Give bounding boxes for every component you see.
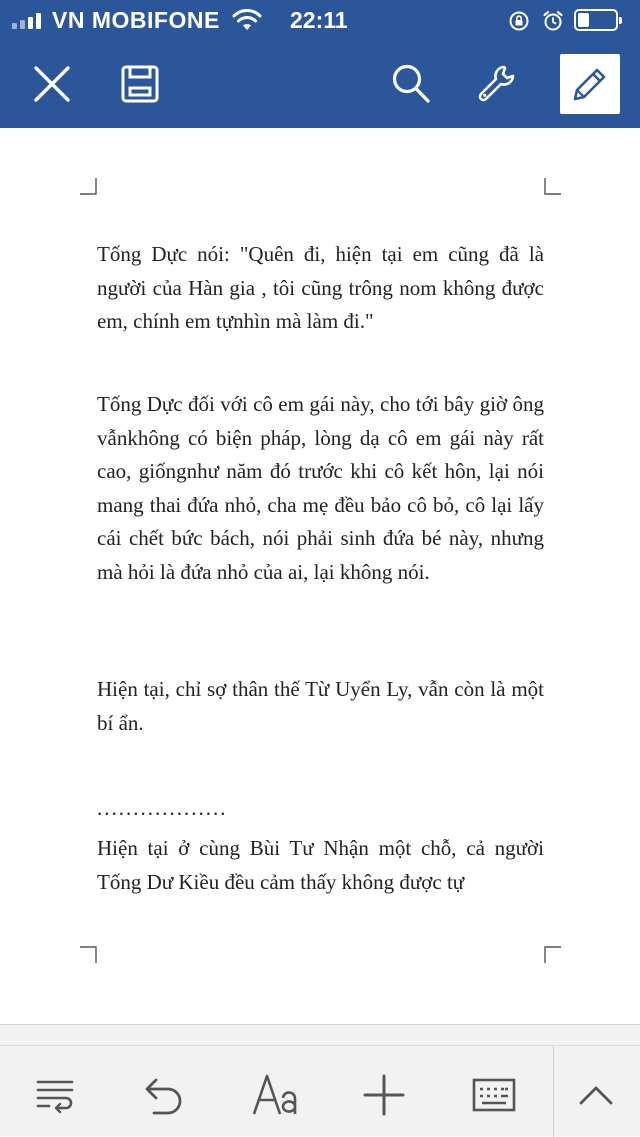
status-time: 22:11 bbox=[290, 7, 348, 33]
text-wrap-button[interactable] bbox=[25, 1065, 85, 1125]
page-corner-top-right bbox=[544, 178, 561, 195]
font-format-button[interactable] bbox=[245, 1065, 305, 1125]
font-format-icon bbox=[250, 1070, 300, 1120]
rotation-lock-icon bbox=[508, 10, 530, 32]
keyboard-button[interactable] bbox=[464, 1065, 524, 1125]
search-button[interactable] bbox=[381, 54, 441, 114]
document-body-5[interactable] bbox=[97, 832, 544, 899]
save-button[interactable] bbox=[110, 54, 170, 114]
wifi-icon bbox=[232, 9, 262, 31]
tools-button[interactable] bbox=[468, 54, 528, 114]
carrier-name: VN MOBIFONE bbox=[52, 7, 220, 33]
separator-dots: .................. bbox=[97, 796, 228, 820]
document-body-3[interactable] bbox=[97, 673, 544, 740]
insert-button[interactable] bbox=[354, 1065, 414, 1125]
app-header bbox=[0, 0, 640, 128]
bottom-toolbar bbox=[0, 1024, 640, 1136]
text-wrap-icon bbox=[35, 1075, 75, 1115]
page-corner-bottom-right bbox=[544, 946, 561, 963]
document-body[interactable] bbox=[97, 238, 544, 339]
document-body-2[interactable] bbox=[97, 388, 544, 590]
undo-button[interactable] bbox=[134, 1065, 194, 1125]
document-body-4[interactable] bbox=[97, 796, 544, 821]
alarm-icon bbox=[542, 10, 564, 32]
close-icon bbox=[32, 64, 72, 104]
signal-strength-icon bbox=[12, 13, 48, 29]
expand-toolbar-button[interactable] bbox=[566, 1065, 626, 1125]
chevron-up-icon bbox=[578, 1083, 614, 1107]
edit-pencil-icon bbox=[568, 62, 612, 106]
insert-plus-icon bbox=[362, 1073, 406, 1117]
status-bar bbox=[0, 0, 640, 40]
close-button[interactable] bbox=[22, 54, 82, 114]
page-corner-bottom-left bbox=[80, 946, 97, 963]
save-icon bbox=[120, 64, 160, 104]
page-corner-top-left bbox=[80, 178, 97, 195]
wrench-icon bbox=[476, 62, 520, 106]
paragraph-4: Hiện tại ở cùng Bùi Tư Nhận một chỗ, cả người Tống Dư Kiều đều cảm thấy không được tự bbox=[97, 836, 544, 894]
toolbar-divider bbox=[553, 1045, 554, 1137]
battery-icon bbox=[574, 9, 618, 31]
paragraph-1: Tống Dực nói: "Quên đi, hiện tại em cũng đã là người của Hàn gia , tôi cũng trông nom không được em, chính em tựnhìn mà làm đi." bbox=[97, 242, 544, 334]
search-icon bbox=[389, 62, 433, 106]
toolbar-top-divider bbox=[0, 1045, 640, 1046]
paragraph-2: Tống Dực đối với cô em gái này, cho tới bây giờ ông vẫnkhông có biện pháp, lòng dạ cô em gái này rất cao, giốngnhư năm đó trước khi cô kết hôn, lại nói mang thai đứa nhỏ, cha mẹ đều bảo cô bỏ, cô lại lấy cái chết bức bách, nói phải sinh đứa bé này, nhưng mà hỏi là đứa nhỏ của ai, lại không nói. bbox=[97, 392, 544, 584]
paragraph-3: Hiện tại, chỉ sợ thân thế Từ Uyển Ly, vẫn còn là một bí ẩn. bbox=[97, 677, 544, 735]
keyboard-icon bbox=[472, 1077, 516, 1113]
undo-icon bbox=[142, 1073, 186, 1117]
edit-button[interactable] bbox=[560, 54, 620, 114]
